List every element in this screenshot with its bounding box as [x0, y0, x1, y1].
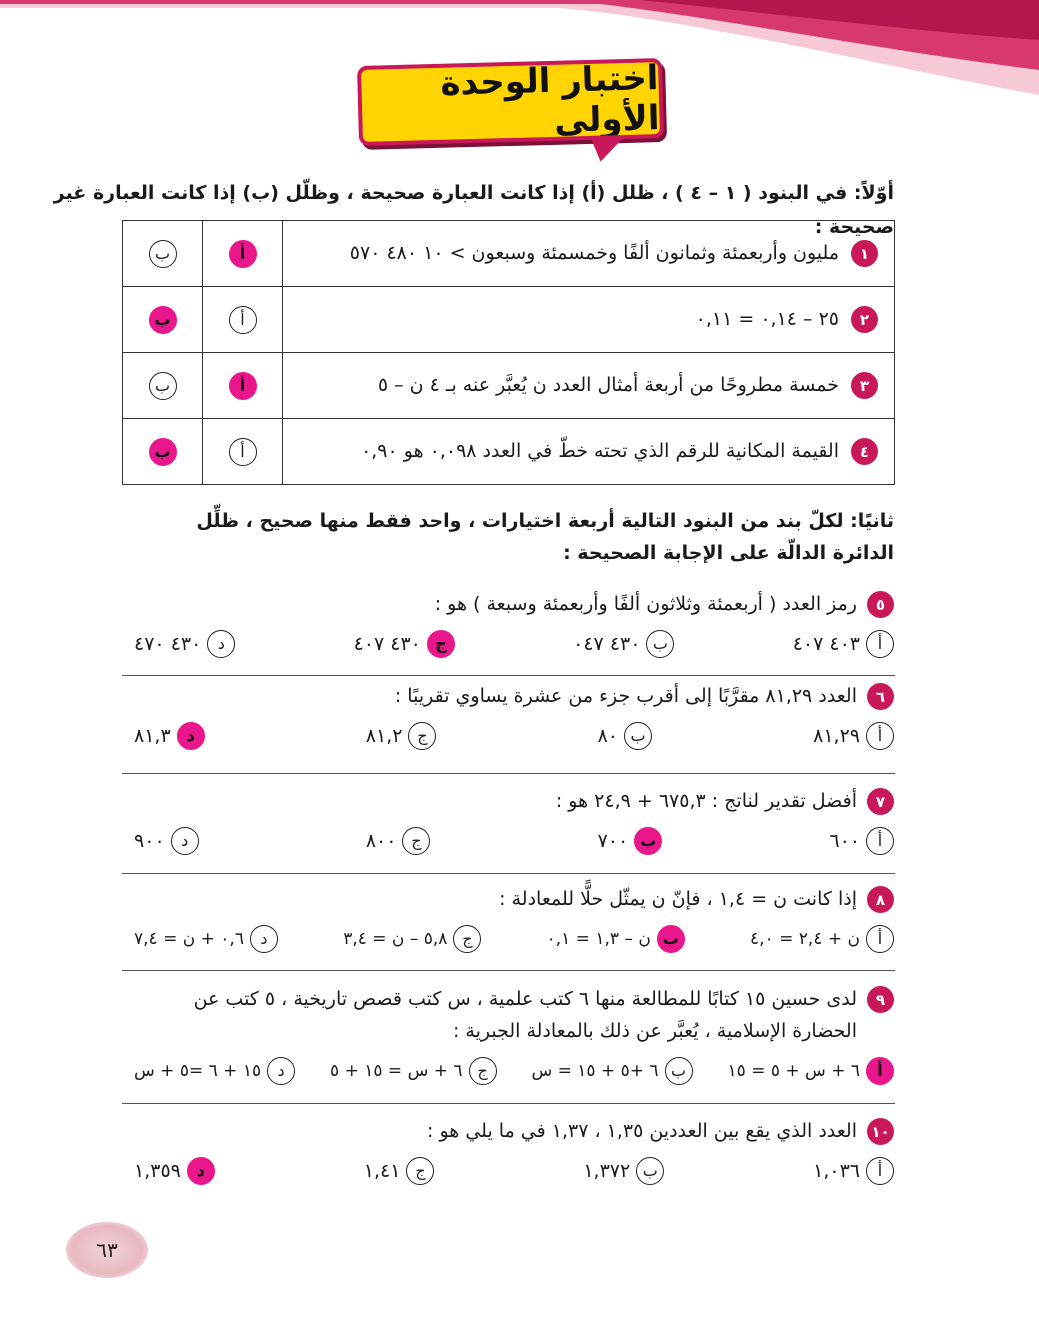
option-b-circle[interactable]: ب — [149, 372, 177, 400]
statement-text: مليون وأربعمئة وثمانون ألفًا وخمسمئة وسبعون > ١٠ ٤٨٠ ٥٧٠ — [349, 242, 839, 264]
question-text: إذا كانت ن = ١,٤ ، فإنّ ن يمثّل حلًّا للمعادلة : — [499, 888, 857, 910]
divider — [122, 970, 895, 971]
item-number: ٣ — [851, 372, 878, 399]
choice-value: ٩٠٠ — [134, 830, 165, 852]
choice-d-circle-selected[interactable]: د — [177, 722, 205, 750]
divider — [122, 675, 895, 676]
choice-b[interactable] — [547, 925, 685, 953]
choice-d[interactable] — [134, 1057, 295, 1085]
table-row — [123, 419, 895, 485]
choice-d[interactable] — [134, 722, 205, 750]
question-8 — [134, 883, 894, 953]
choice-a-circle[interactable]: أ — [866, 1157, 894, 1185]
choice-d-circle-selected[interactable]: د — [187, 1157, 215, 1185]
unit-test-title-banner — [357, 58, 664, 146]
choice-c-circle[interactable]: ج — [453, 925, 481, 953]
choice-a-circle[interactable]: أ — [866, 925, 894, 953]
choice-c-circle[interactable]: ج — [469, 1057, 497, 1085]
question-9 — [134, 983, 894, 1085]
question-5 — [134, 588, 894, 658]
table-row — [123, 221, 895, 287]
choice-value: ٦٠٠ — [829, 830, 860, 852]
choice-value: ٦ + س = ١٥ + ٥ — [330, 1061, 463, 1081]
choice-b-circle-selected[interactable]: ب — [634, 827, 662, 855]
question-number: ١٠ — [867, 1118, 894, 1145]
question-text: لدى حسين ١٥ كتابًا للمطالعة منها ٦ كتب علمية ، س كتب قصص تاريخية ، ٥ كتب عن الحضارة الإسلامية ، يُعبَّر عن ذلك بالمعادلة الجبرية : — [193, 988, 857, 1042]
choice-value: ٨٠ — [597, 725, 618, 747]
question-text: أفضل تقدير لناتج : ٦٧٥,٣ + ٢٤,٩ هو : — [555, 790, 857, 812]
choice-b-circle[interactable]: ب — [624, 722, 652, 750]
choice-a-circle[interactable]: أ — [866, 827, 894, 855]
choice-b[interactable] — [573, 630, 674, 658]
choice-value: ٧٠٠ — [597, 830, 629, 852]
option-a-circle-selected[interactable]: أ — [229, 240, 257, 268]
choice-value: ٨١,٣ — [134, 725, 171, 747]
true-false-table — [122, 220, 895, 485]
choice-b[interactable] — [583, 1157, 664, 1185]
choice-b[interactable] — [598, 722, 652, 750]
choice-d-circle[interactable]: د — [267, 1057, 295, 1085]
choice-c-circle[interactable]: ج — [406, 1157, 434, 1185]
divider — [122, 1103, 895, 1104]
choice-c-circle[interactable]: ج — [408, 722, 436, 750]
choice-c[interactable] — [366, 722, 437, 750]
choice-c[interactable] — [330, 1057, 496, 1085]
item-number: ١ — [851, 240, 878, 267]
choice-d[interactable] — [134, 827, 199, 855]
choice-value: ٤٠٣ ٤٠٧ — [792, 633, 860, 655]
item-number: ٢ — [851, 306, 878, 333]
choice-a[interactable] — [813, 722, 894, 750]
divider — [122, 773, 895, 774]
choice-value: ١,٣٥٩ — [134, 1160, 181, 1182]
choice-d[interactable] — [134, 1157, 215, 1185]
table-row — [123, 287, 895, 353]
statement-text: خمسة مطروحًا من أربعة أمثال العدد ن يُعبَّر عنه بـ ٤ ن – ٥ — [377, 374, 839, 396]
question-7 — [134, 785, 894, 855]
choice-value: ٦ + س + ٥ = ١٥ — [727, 1061, 860, 1081]
option-a-circle-selected[interactable]: أ — [229, 372, 257, 400]
choice-b[interactable] — [531, 1057, 692, 1085]
choice-a[interactable] — [750, 925, 894, 953]
choice-b-circle-selected[interactable]: ب — [657, 925, 685, 953]
choice-value: ١٥ + ٦ =٥ + س — [134, 1061, 262, 1081]
question-6 — [134, 680, 894, 750]
choice-b[interactable] — [598, 827, 663, 855]
choice-value: ن + ٢,٤ = ٤,٠ — [750, 929, 860, 949]
choice-c-circle-selected[interactable]: ج — [427, 630, 455, 658]
part2-instructions: ثانيًا: لكلّ بند من البنود التالية أربعة اختيارات ، واحد فقط منها صحيح ، ظلِّل الدائرة الدالّة على الإجابة الصحيحة : — [196, 510, 894, 564]
option-b-circle[interactable]: ب — [149, 240, 177, 268]
choice-c-circle[interactable]: ج — [402, 827, 430, 855]
choice-d-circle[interactable]: د — [207, 630, 235, 658]
part1-instructions: أوّلاً: في البنود ( ١ – ٤ ) ، ظلل (أ) إذا كانت العبارة صحيحة ، وظلّل (ب) إذا كانت العبارة غير صحيحة : — [53, 182, 894, 238]
choice-b-circle[interactable]: ب — [636, 1157, 664, 1185]
choice-value: ١,٤١ — [363, 1160, 401, 1182]
choice-value: ٥,٨ – ن = ٣,٤ — [343, 929, 448, 949]
question-10 — [134, 1115, 894, 1185]
option-a-circle[interactable]: أ — [229, 438, 257, 466]
choice-d-circle[interactable]: د — [171, 827, 199, 855]
choice-a-circle[interactable]: أ — [866, 630, 894, 658]
choice-a[interactable] — [728, 1057, 894, 1085]
divider — [122, 873, 895, 874]
choice-value: ٤٣٠ ٤٠٧ — [353, 633, 421, 655]
choice-value: ٨١,٢٩ — [813, 725, 860, 747]
question-text: العدد ٨١,٢٩ مقرَّبًا إلى أقرب جزء من عشرة يساوي تقريبًا : — [394, 685, 857, 707]
choice-value: ٠,٦ + ن = ٧,٤ — [134, 929, 244, 949]
option-a-circle[interactable]: أ — [229, 306, 257, 334]
question-number: ٦ — [867, 683, 894, 710]
question-number: ٩ — [867, 986, 894, 1013]
choice-d[interactable] — [134, 630, 235, 658]
table-row — [123, 353, 895, 419]
choice-c[interactable] — [354, 630, 455, 658]
question-number: ٨ — [867, 886, 894, 913]
question-text: العدد الذي يقع بين العددين ١,٣٥ ، ١,٣٧ في ما يلي هو : — [427, 1120, 857, 1142]
statement-text: ٢٥ – ٠,١٤ = ٠,١١ — [695, 308, 839, 330]
question-number: ٧ — [867, 788, 894, 815]
question-number: ٥ — [867, 591, 894, 618]
page-title: اختبار الوحدة الأولى — [439, 58, 660, 141]
choice-a-circle[interactable]: أ — [866, 722, 894, 750]
choice-value: ٨٠٠ — [365, 830, 397, 852]
choice-a[interactable] — [793, 630, 894, 658]
choice-c[interactable] — [343, 925, 481, 953]
option-b-circle-selected[interactable]: ب — [149, 306, 177, 334]
choice-d[interactable] — [134, 925, 278, 953]
choice-b-circle[interactable]: ب — [646, 630, 674, 658]
choice-d-circle[interactable]: د — [250, 925, 278, 953]
choice-a-circle-selected[interactable]: أ — [866, 1057, 894, 1085]
question-text: رمز العدد ( أربعمئة وثلاثون ألفًا وأربعمئة وسبعة ) هو : — [434, 593, 857, 615]
statement-text: القيمة المكانية للرقم الذي تحته خطّ في العدد ٠,٠٩٨ هو ٠,٩٠ — [361, 440, 839, 462]
choice-b-circle[interactable]: ب — [665, 1057, 693, 1085]
choice-a[interactable] — [813, 1157, 894, 1185]
choice-c[interactable] — [364, 1157, 435, 1185]
choice-value: ١,٣٧٢ — [583, 1160, 631, 1182]
choice-value: ٤٣٠ ٤٧٠ — [134, 633, 202, 655]
option-b-circle-selected[interactable]: ب — [149, 438, 177, 466]
choice-value: ١,٠٣٦ — [813, 1160, 860, 1182]
item-number: ٤ — [851, 438, 878, 465]
choice-a[interactable] — [829, 827, 894, 855]
choice-value: ٨١,٢ — [365, 725, 403, 747]
choice-value: ن – ١,٣ = ٠,١ — [546, 929, 651, 949]
page-number: ٦٣ — [66, 1222, 148, 1278]
choice-c[interactable] — [366, 827, 431, 855]
choice-value: ٦ +٥ + ١٥ = س — [531, 1061, 659, 1081]
choice-value: ٤٣٠ ٠٤٧ — [573, 633, 641, 655]
